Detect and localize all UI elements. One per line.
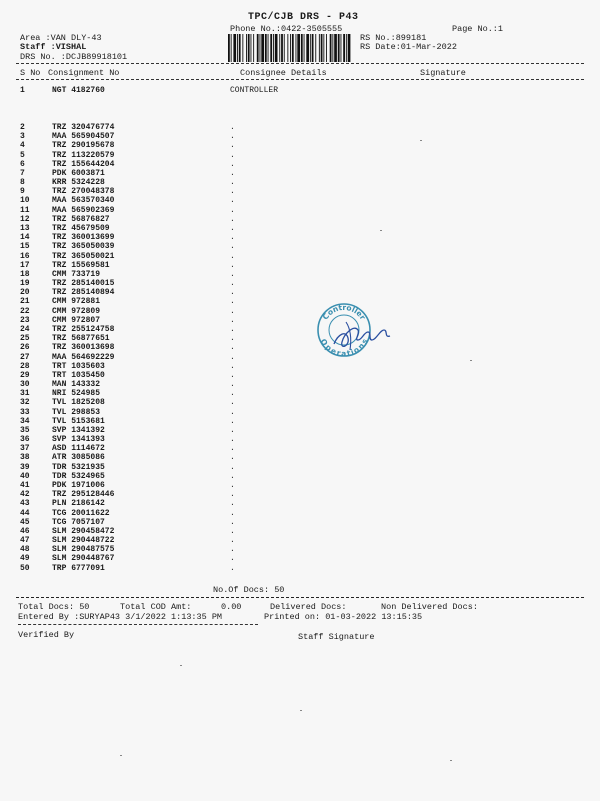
row-consignment: TRZ 45679509: [52, 223, 110, 233]
row-consignee-details: .: [230, 545, 235, 555]
table-row: [0, 142, 600, 150]
barcode-bar: [310, 34, 311, 62]
rs-number: RS No.:899181: [360, 33, 427, 43]
row-consignee-details: .: [230, 481, 235, 491]
barcode-bar: [270, 34, 272, 62]
row-consignment: TRP 6777091: [52, 563, 105, 573]
drs-number: DRS No. :DCJB89918101: [20, 52, 128, 62]
barcode-bar: [239, 34, 241, 62]
row-consignment: TRZ 320476774: [52, 123, 115, 132]
barcode-bar: [297, 34, 300, 62]
table-row: [0, 234, 600, 242]
row-consignment: TRZ 56876827: [52, 214, 110, 224]
row-sno: 22: [20, 306, 30, 316]
table-row: [0, 133, 600, 141]
table-row: [0, 436, 600, 444]
row-sno: 35: [20, 425, 30, 435]
row-sno: 24: [20, 324, 30, 334]
table-row: [0, 271, 600, 279]
row-consignee-details: .: [230, 526, 235, 536]
row-consignment: SVP 1341393: [52, 435, 105, 445]
row-consignment: TVL 298853: [52, 407, 101, 417]
barcode-bar: [248, 34, 250, 62]
table-row: [0, 280, 600, 288]
column-signature: Signature: [420, 68, 466, 78]
row-sno: 33: [20, 407, 30, 417]
row-consignment: TRT 1035450: [52, 370, 105, 380]
row-consignee-details: .: [230, 435, 235, 445]
table-row: [0, 197, 600, 205]
row-sno: 39: [20, 462, 30, 472]
row-sno: 45: [20, 517, 30, 527]
table-row: [0, 418, 600, 426]
row-sno: 3: [20, 132, 25, 142]
row-consignment: NRI 524985: [52, 389, 101, 399]
barcode: [228, 34, 352, 62]
row-consignee-details: .: [230, 517, 235, 527]
row-consignment: NGT 4182760: [52, 86, 105, 95]
row-consignee-details: .: [230, 407, 235, 417]
row-sno: 16: [20, 251, 30, 261]
row-consignee-details: .: [230, 536, 235, 546]
row-consignee-details: .: [230, 471, 235, 481]
row-consignee-details: .: [230, 178, 235, 188]
row-consignee-details: .: [230, 462, 235, 472]
row-sno: 37: [20, 444, 30, 454]
row-consignment: TRZ 56877651: [52, 334, 110, 344]
row-consignee-details: .: [230, 159, 235, 169]
barcode-bar: [292, 34, 294, 62]
row-consignment: TRZ 270048378: [52, 187, 115, 197]
row-sno: 42: [20, 490, 30, 500]
row-sno: 4: [20, 141, 25, 151]
row-sno: 14: [20, 233, 30, 243]
row-sno: 40: [20, 471, 30, 481]
row-consignment: PDK 1971006: [52, 481, 105, 491]
row-consignee-details: .: [230, 563, 235, 573]
row-consignment: TCG 7057107: [52, 517, 105, 527]
table-row: [0, 170, 600, 178]
table-row: [0, 289, 600, 297]
table-row: [0, 326, 600, 334]
barcode-bar: [348, 34, 351, 62]
row-consignment: TDR 5324965: [52, 471, 105, 481]
row-consignee-details: .: [230, 389, 235, 399]
row-sno: 19: [20, 279, 30, 289]
row-consignee-details: .: [230, 150, 235, 160]
barcode-bar: [251, 34, 252, 62]
row-consignment: PDK 6003871: [52, 168, 105, 178]
row-consignment: TRT 1035603: [52, 361, 105, 371]
table-row: [0, 124, 600, 132]
divider: [16, 79, 584, 80]
non-delivered-docs: Non Delivered Docs:: [381, 602, 478, 612]
row-sno: 23: [20, 315, 30, 325]
row-sno: 18: [20, 269, 30, 279]
stamp-text-top: Controller: [320, 302, 368, 322]
row-consignee-details: .: [230, 205, 235, 215]
row-sno: 7: [20, 168, 25, 178]
barcode-bar: [237, 34, 238, 62]
table-row: [0, 207, 600, 215]
row-consignee-details: .: [230, 187, 235, 197]
table-row: [0, 528, 600, 536]
row-consignee-details: .: [230, 306, 235, 316]
barcode-bar: [346, 34, 347, 62]
barcode-bar: [332, 34, 333, 62]
row-consignee-details: .: [230, 242, 235, 252]
staff-label: Staff :VISHAL: [20, 42, 87, 52]
barcode-bar: [321, 34, 323, 62]
row-sno: 32: [20, 398, 30, 408]
row-sno: 15: [20, 242, 30, 252]
row-consignee-details: .: [230, 288, 235, 298]
column-sno: S No: [20, 68, 41, 78]
row-sno: 38: [20, 453, 30, 463]
row-consignee-details: .: [230, 499, 235, 509]
row-consignment: TVL 1825208: [52, 398, 105, 408]
table-row: [0, 565, 600, 573]
row-sno: 13: [20, 223, 30, 233]
barcode-bar: [253, 34, 254, 62]
row-consignee-details: .: [230, 141, 235, 151]
row-sno: 9: [20, 187, 25, 197]
row-sno: 49: [20, 554, 30, 564]
row-consignee-details: .: [230, 251, 235, 261]
row-consignee-details: .: [230, 554, 235, 564]
row-consignment: MAA 564692229: [52, 352, 115, 362]
row-consignee-details: .: [230, 370, 235, 380]
table-row: [0, 87, 600, 95]
row-consignee-details: .: [230, 352, 235, 362]
row-consignment: MAA 565904507: [52, 132, 115, 142]
row-sno: 20: [20, 288, 30, 298]
table-row: [0, 335, 600, 343]
table-row: [0, 179, 600, 187]
barcode-bar: [326, 34, 327, 62]
table-row: [0, 537, 600, 545]
table-row: [0, 354, 600, 362]
row-consignment: CMM 972881: [52, 297, 101, 307]
row-consignment: CMM 972807: [52, 315, 101, 325]
table-row: [0, 546, 600, 554]
barcode-bar: [257, 34, 259, 62]
table-row: [0, 298, 600, 306]
row-consignee-details: .: [230, 398, 235, 408]
row-consignee-details: .: [230, 361, 235, 371]
row-consignment: ASD 1114672: [52, 444, 105, 454]
row-sno: 21: [20, 297, 30, 307]
barcode-bar: [279, 34, 280, 62]
row-sno: 6: [20, 159, 25, 169]
row-consignee-details: .: [230, 214, 235, 224]
table-row: [0, 308, 600, 316]
row-consignment: MAN 143332: [52, 380, 101, 390]
barcode-bar: [306, 34, 309, 62]
row-consignee-details: .: [230, 315, 235, 325]
table-row: [0, 510, 600, 518]
row-consignee-details: .: [230, 233, 235, 243]
barcode-bar: [319, 34, 320, 62]
row-consignee-details: .: [230, 279, 235, 289]
row-sno: 10: [20, 196, 30, 206]
row-sno: 41: [20, 481, 30, 491]
row-consignee-details: .: [230, 324, 235, 334]
row-consignment: SLM 290448722: [52, 536, 115, 546]
row-sno: 46: [20, 526, 30, 536]
row-sno: 47: [20, 536, 30, 546]
row-consignee-details: .: [230, 260, 235, 270]
table-row: [0, 152, 600, 160]
row-sno: 34: [20, 416, 30, 426]
table-row: [0, 482, 600, 490]
table-row: [0, 381, 600, 389]
barcode-bar: [343, 34, 345, 62]
row-sno: 12: [20, 214, 30, 224]
row-consignee-details: .: [230, 444, 235, 454]
row-sno: 28: [20, 361, 30, 371]
row-sno: 36: [20, 435, 30, 445]
barcode-bar: [231, 34, 232, 62]
barcode-bar: [275, 34, 278, 62]
row-consignment: MAA 565902369: [52, 205, 115, 215]
table-row: [0, 344, 600, 352]
barcode-bar: [261, 34, 264, 62]
row-consignee-details: .: [230, 453, 235, 463]
column-consignee-details: Consignee Details: [240, 68, 327, 78]
barcode-bar: [301, 34, 303, 62]
barcode-bar: [260, 34, 261, 62]
divider: [16, 63, 584, 64]
row-consignment: TDR 5321935: [52, 462, 105, 472]
row-consignment: TRZ 155644204: [52, 159, 115, 169]
row-sno: 25: [20, 334, 30, 344]
total-cod-value: 0.00: [221, 602, 242, 612]
row-consignment: CMM 972809: [52, 306, 101, 316]
verified-by: Verified By: [18, 630, 75, 640]
row-sno: 30: [20, 380, 30, 390]
row-consignment: TRZ 15569581: [52, 260, 110, 270]
barcode-bar: [334, 34, 337, 62]
table-row: [0, 519, 600, 527]
total-cod-label: Total COD Amt:: [120, 602, 192, 612]
row-sno: 31: [20, 389, 30, 399]
row-consignee-details: .: [230, 297, 235, 307]
barcode-bar: [330, 34, 332, 62]
row-consignee-details: .: [230, 269, 235, 279]
barcode-bar: [290, 34, 291, 62]
page-number: Page No.:1: [452, 24, 504, 34]
row-consignment: TRZ 365050039: [52, 242, 115, 252]
barcode-bar: [312, 34, 314, 62]
table-row: [0, 188, 600, 196]
row-sno: 44: [20, 508, 30, 518]
row-consignee-details: CONTROLLER: [230, 86, 279, 95]
document-title: TPC/CJB DRS - P43: [248, 12, 359, 23]
barcode-bar: [273, 34, 274, 62]
barcode-bar: [242, 34, 243, 62]
barcode-bar: [233, 34, 236, 62]
row-sno: 11: [20, 205, 30, 215]
table-row: [0, 262, 600, 270]
row-sno: 5: [20, 150, 25, 160]
barcode-bar: [228, 34, 230, 62]
table-row: [0, 363, 600, 371]
table-row: [0, 445, 600, 453]
row-consignment: TRZ 360013699: [52, 233, 115, 243]
row-sno: 2: [20, 123, 25, 132]
row-consignment: SVP 1341392: [52, 425, 105, 435]
barcode-bar: [265, 34, 267, 62]
row-consignment: SLM 290487575: [52, 545, 115, 555]
table-row: [0, 427, 600, 435]
row-consignee-details: .: [230, 132, 235, 142]
row-consignee-details: .: [230, 416, 235, 426]
table-row: [0, 409, 600, 417]
row-sno: 50: [20, 563, 30, 573]
barcode-bar: [281, 34, 283, 62]
row-consignee-details: .: [230, 168, 235, 178]
barcode-bar: [323, 34, 324, 62]
table-row: [0, 317, 600, 325]
staff-signature: Staff Signature: [298, 632, 375, 642]
barcode-bar: [246, 34, 247, 62]
row-sno: 1: [20, 86, 25, 95]
row-consignee-details: .: [230, 196, 235, 206]
row-sno: 48: [20, 545, 30, 555]
row-consignee-details: .: [230, 343, 235, 353]
entered-by: Entered By :SURYAP43 3/1/2022 1:13:35 PM: [18, 612, 223, 622]
row-consignment: ATR 3085086: [52, 453, 105, 463]
row-consignment: SLM 290458472: [52, 526, 115, 536]
row-sno: 27: [20, 352, 30, 362]
barcode-bar: [315, 34, 316, 62]
area-label: Area :VAN DLY-43: [20, 33, 102, 43]
table-row: [0, 390, 600, 398]
barcode-bar: [304, 34, 305, 62]
barcode-bar: [341, 34, 342, 62]
table-row: [0, 464, 600, 472]
row-consignment: MAA 563570340: [52, 196, 115, 206]
table-row: [0, 372, 600, 380]
delivered-docs: Delivered Docs:: [270, 602, 347, 612]
phone-number: Phone No.:0422-3505555: [230, 24, 343, 34]
row-consignment: TRZ 295128446: [52, 490, 115, 500]
row-consignee-details: .: [230, 425, 235, 435]
barcode-bar: [287, 34, 288, 62]
row-consignment: KRR 5324228: [52, 178, 105, 188]
table-row: [0, 491, 600, 499]
row-sno: 8: [20, 178, 25, 188]
row-sno: 26: [20, 343, 30, 353]
row-consignee-details: .: [230, 223, 235, 233]
no-of-docs: No.Of Docs: 50: [213, 585, 285, 595]
row-consignment: TRZ 285140015: [52, 279, 115, 289]
barcode-bar: [284, 34, 285, 62]
printed-on: Printed on: 01-03-2022 13:15:35: [264, 612, 423, 622]
column-consignment: Consignment No: [48, 68, 120, 78]
table-row: [0, 161, 600, 169]
row-consignee-details: .: [230, 508, 235, 518]
row-consignment: TRZ 365050021: [52, 251, 115, 261]
row-consignee-details: .: [230, 334, 235, 344]
row-consignment: SLM 290448767: [52, 554, 115, 564]
table-row: [0, 555, 600, 563]
barcode-bar: [338, 34, 340, 62]
row-sno: 43: [20, 499, 30, 509]
rs-date: RS Date:01-Mar-2022: [360, 42, 457, 52]
stamp-text-bottom: Operations: [318, 337, 370, 358]
row-consignment: TRZ 285140894: [52, 288, 115, 298]
table-row: [0, 473, 600, 481]
table-row: [0, 243, 600, 251]
handwritten-signature: [328, 310, 398, 358]
row-consignee-details: .: [230, 490, 235, 500]
divider: [16, 597, 584, 598]
row-consignment: TRZ 360013698: [52, 343, 115, 353]
row-sno: 17: [20, 260, 30, 270]
table-row: [0, 216, 600, 224]
table-row: [0, 399, 600, 407]
row-consignment: CMM 733719: [52, 269, 101, 279]
table-row: [0, 225, 600, 233]
barcode-bar: [296, 34, 297, 62]
row-consignment: TVL 5153681: [52, 416, 105, 426]
table-row: [0, 500, 600, 508]
divider: [18, 624, 258, 625]
table-row: [0, 454, 600, 462]
row-consignment: TCG 20011622: [52, 508, 110, 518]
table-row: [0, 253, 600, 261]
row-consignee-details: .: [230, 123, 235, 132]
total-docs: Total Docs: 50: [18, 602, 90, 612]
row-consignment: TRZ 290195678: [52, 141, 115, 151]
row-consignment: PLN 2186142: [52, 499, 105, 509]
barcode-bar: [268, 34, 269, 62]
row-consignment: TRZ 113220579: [52, 150, 115, 160]
row-consignment: TRZ 255124758: [52, 324, 115, 334]
row-consignee-details: .: [230, 380, 235, 390]
row-sno: 29: [20, 370, 30, 380]
